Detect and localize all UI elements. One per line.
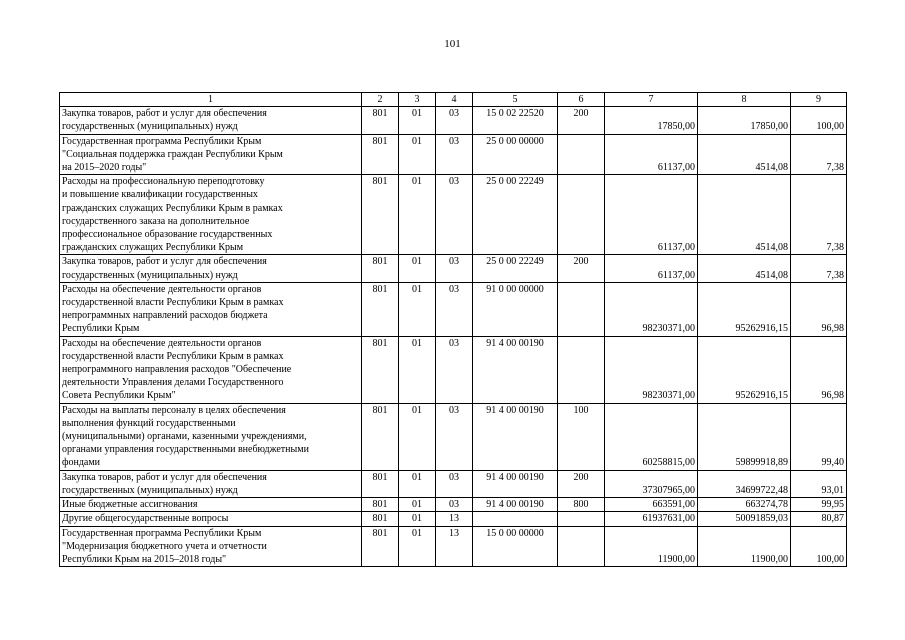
expense-type-cell: 200 — [558, 470, 605, 497]
expense-name-cell — [60, 498, 362, 512]
executed-amount-cell: 11900,00 — [698, 526, 791, 567]
target-article-cell: 91 4 00 00190 — [473, 470, 558, 497]
expense-name-line: непрограммного направления расходов "Обеспечение — [62, 364, 292, 376]
expense-name-cell — [60, 526, 362, 567]
executed-amount-cell: 59899918,89 — [698, 403, 791, 470]
expense-name-line: Иные бюджетные ассигнования — [62, 499, 198, 511]
subsection-detail-cell: 03 — [436, 175, 473, 255]
table-body — [60, 93, 847, 567]
execution-percent-cell: 100,00 — [791, 526, 847, 567]
expense-name-line: государственных (муниципальных) нужд — [62, 121, 238, 133]
expense-name-line: "Социальная поддержка граждан Республики Крым — [62, 148, 283, 160]
column-header: 1 — [60, 93, 362, 107]
expense-type-cell: 800 — [558, 498, 605, 512]
execution-percent-cell: 7,38 — [791, 255, 847, 282]
expense-name-line: Закупка товаров, работ и услуг для обеспечения — [62, 471, 267, 483]
subsection-code-cell: 01 — [399, 470, 436, 497]
execution-percent-cell: 80,87 — [791, 512, 847, 526]
expense-name-line: гражданских служащих Республики Крым — [62, 242, 244, 254]
expense-name-cell — [60, 336, 362, 403]
execution-percent-cell: 7,38 — [791, 134, 847, 175]
table-row — [60, 282, 847, 336]
execution-percent-cell: 100,00 — [791, 107, 847, 134]
subsection-code-cell: 01 — [399, 134, 436, 175]
section-code-cell: 801 — [362, 175, 399, 255]
table-row — [60, 255, 847, 282]
expense-name-line: и повышение квалификации государственных — [62, 189, 258, 201]
expense-name-line: государственного заказа на дополнительное — [62, 215, 250, 227]
table-row — [60, 175, 847, 255]
expense-name-line: государственных (муниципальных) нужд — [62, 484, 238, 496]
subsection-code-cell: 01 — [399, 512, 436, 526]
section-code-cell: 801 — [362, 403, 399, 470]
page-number: 101 — [444, 38, 461, 50]
expense-name-line: Расходы на профессиональную переподготовку — [62, 176, 265, 188]
execution-percent-cell: 7,38 — [791, 175, 847, 255]
column-header: 3 — [399, 93, 436, 107]
expense-type-cell: 200 — [558, 107, 605, 134]
column-header: 2 — [362, 93, 399, 107]
expense-name-line: (муниципальными) органами, казенными учреждениями, — [62, 431, 307, 443]
executed-amount-cell: 95262916,15 — [698, 282, 791, 336]
target-article-cell: 25 0 00 22249 — [473, 255, 558, 282]
target-article-cell: 15 0 02 22520 — [473, 107, 558, 134]
expense-type-cell — [558, 282, 605, 336]
section-code-cell: 801 — [362, 498, 399, 512]
table-header-row — [60, 93, 847, 107]
table-row — [60, 403, 847, 470]
table-row — [60, 512, 847, 526]
table-row — [60, 470, 847, 497]
subsection-detail-cell: 03 — [436, 282, 473, 336]
column-header: 8 — [698, 93, 791, 107]
subsection-code-cell: 01 — [399, 107, 436, 134]
budget-table — [59, 92, 847, 567]
expense-name-line: государственной власти Республики Крым в рамках — [62, 297, 284, 309]
section-code-cell: 801 — [362, 107, 399, 134]
subsection-detail-cell: 03 — [436, 134, 473, 175]
execution-percent-cell: 96,98 — [791, 282, 847, 336]
column-header: 4 — [436, 93, 473, 107]
target-article-cell: 25 0 00 22249 — [473, 175, 558, 255]
expense-name-line: Закупка товаров, работ и услуг для обеспечения — [62, 256, 267, 268]
expense-name-cell — [60, 470, 362, 497]
subsection-code-cell: 01 — [399, 403, 436, 470]
target-article-cell: 91 4 00 00190 — [473, 336, 558, 403]
expense-type-cell — [558, 336, 605, 403]
planned-amount-cell: 11900,00 — [605, 526, 698, 567]
expense-name-line: Расходы на выплаты персоналу в целях обеспечения — [62, 404, 286, 416]
executed-amount-cell: 17850,00 — [698, 107, 791, 134]
expense-name-cell — [60, 282, 362, 336]
table-row — [60, 526, 847, 567]
expense-name-line: Государственная программа Республики Крым — [62, 135, 262, 147]
executed-amount-cell: 4514,08 — [698, 175, 791, 255]
expense-name-line: деятельности Управления делами Государственного — [62, 377, 284, 389]
execution-percent-cell: 99,95 — [791, 498, 847, 512]
planned-amount-cell: 98230371,00 — [605, 336, 698, 403]
subsection-code-cell: 01 — [399, 498, 436, 512]
subsection-detail-cell: 03 — [436, 107, 473, 134]
execution-percent-cell: 99,40 — [791, 403, 847, 470]
expense-name-line: Республики Крым — [62, 323, 140, 335]
column-header: 5 — [473, 93, 558, 107]
section-code-cell: 801 — [362, 336, 399, 403]
planned-amount-cell: 17850,00 — [605, 107, 698, 134]
expense-name-line: Совета Республики Крым" — [62, 390, 176, 402]
subsection-detail-cell: 03 — [436, 403, 473, 470]
expense-name-line: Расходы на обеспечение деятельности органов — [62, 337, 262, 349]
target-article-cell: 91 4 00 00190 — [473, 403, 558, 470]
expense-name-line: органами управления государственными внебюджетными — [62, 444, 309, 456]
section-code-cell: 801 — [362, 512, 399, 526]
expense-name-line: "Модернизация бюджетного учета и отчетности — [62, 540, 267, 552]
section-code-cell: 801 — [362, 470, 399, 497]
expense-type-cell: 200 — [558, 255, 605, 282]
target-article-cell: 91 0 00 00000 — [473, 282, 558, 336]
expense-name-cell — [60, 134, 362, 175]
subsection-code-cell: 01 — [399, 255, 436, 282]
expense-type-cell — [558, 175, 605, 255]
section-code-cell: 801 — [362, 255, 399, 282]
expense-type-cell — [558, 512, 605, 526]
subsection-code-cell: 01 — [399, 526, 436, 567]
executed-amount-cell: 34699722,48 — [698, 470, 791, 497]
subsection-detail-cell: 03 — [436, 470, 473, 497]
column-header: 6 — [558, 93, 605, 107]
target-article-cell: 91 4 00 00190 — [473, 498, 558, 512]
planned-amount-cell: 98230371,00 — [605, 282, 698, 336]
expense-name-line: Государственная программа Республики Крым — [62, 527, 262, 539]
section-code-cell: 801 — [362, 282, 399, 336]
expense-name-line: гражданских служащих Республики Крым в рамках — [62, 202, 283, 214]
expense-name-line: фондами — [62, 457, 101, 469]
table-row — [60, 336, 847, 403]
executed-amount-cell: 50091859,03 — [698, 512, 791, 526]
section-code-cell: 801 — [362, 134, 399, 175]
planned-amount-cell: 37307965,00 — [605, 470, 698, 497]
execution-percent-cell: 96,98 — [791, 336, 847, 403]
planned-amount-cell: 60258815,00 — [605, 403, 698, 470]
expense-name-line: государственных (муниципальных) нужд — [62, 269, 238, 281]
executed-amount-cell: 4514,08 — [698, 134, 791, 175]
expense-name-cell — [60, 175, 362, 255]
column-header: 7 — [605, 93, 698, 107]
expense-name-line: Закупка товаров, работ и услуг для обеспечения — [62, 108, 267, 120]
expense-name-line: на 2015–2020 годы" — [62, 162, 147, 174]
subsection-code-cell: 01 — [399, 336, 436, 403]
expense-name-cell — [60, 255, 362, 282]
expense-name-line: Расходы на обеспечение деятельности органов — [62, 283, 262, 295]
planned-amount-cell: 61137,00 — [605, 175, 698, 255]
expense-name-line: Другие общегосударственные вопросы — [62, 513, 229, 525]
section-code-cell: 801 — [362, 526, 399, 567]
executed-amount-cell: 95262916,15 — [698, 336, 791, 403]
column-header: 9 — [791, 93, 847, 107]
expense-name-line: государственной власти Республики Крым в рамках — [62, 350, 284, 362]
planned-amount-cell: 663591,00 — [605, 498, 698, 512]
table-row — [60, 107, 847, 134]
subsection-detail-cell: 03 — [436, 498, 473, 512]
subsection-code-cell: 01 — [399, 175, 436, 255]
planned-amount-cell: 61137,00 — [605, 255, 698, 282]
subsection-detail-cell: 03 — [436, 255, 473, 282]
expense-name-line: выполнения функций государственными — [62, 417, 236, 429]
target-article-cell: 15 0 00 00000 — [473, 526, 558, 567]
subsection-code-cell: 01 — [399, 282, 436, 336]
planned-amount-cell: 61137,00 — [605, 134, 698, 175]
expense-name-cell — [60, 403, 362, 470]
expense-name-cell — [60, 512, 362, 526]
table-row — [60, 134, 847, 175]
subsection-detail-cell: 13 — [436, 512, 473, 526]
target-article-cell: 25 0 00 00000 — [473, 134, 558, 175]
executed-amount-cell: 663274,78 — [698, 498, 791, 512]
target-article-cell — [473, 512, 558, 526]
execution-percent-cell: 93,01 — [791, 470, 847, 497]
expense-name-cell — [60, 107, 362, 134]
subsection-detail-cell: 13 — [436, 526, 473, 567]
expense-type-cell: 100 — [558, 403, 605, 470]
expense-name-line: Республики Крым на 2015–2018 годы" — [62, 553, 227, 565]
planned-amount-cell: 61937631,00 — [605, 512, 698, 526]
subsection-detail-cell: 03 — [436, 336, 473, 403]
expense-type-cell — [558, 134, 605, 175]
expense-name-line: непрограммных направлений расходов бюджета — [62, 310, 268, 322]
table-row — [60, 498, 847, 512]
expense-type-cell — [558, 526, 605, 567]
expense-name-line: профессиональное образование государственных — [62, 229, 273, 241]
executed-amount-cell: 4514,08 — [698, 255, 791, 282]
